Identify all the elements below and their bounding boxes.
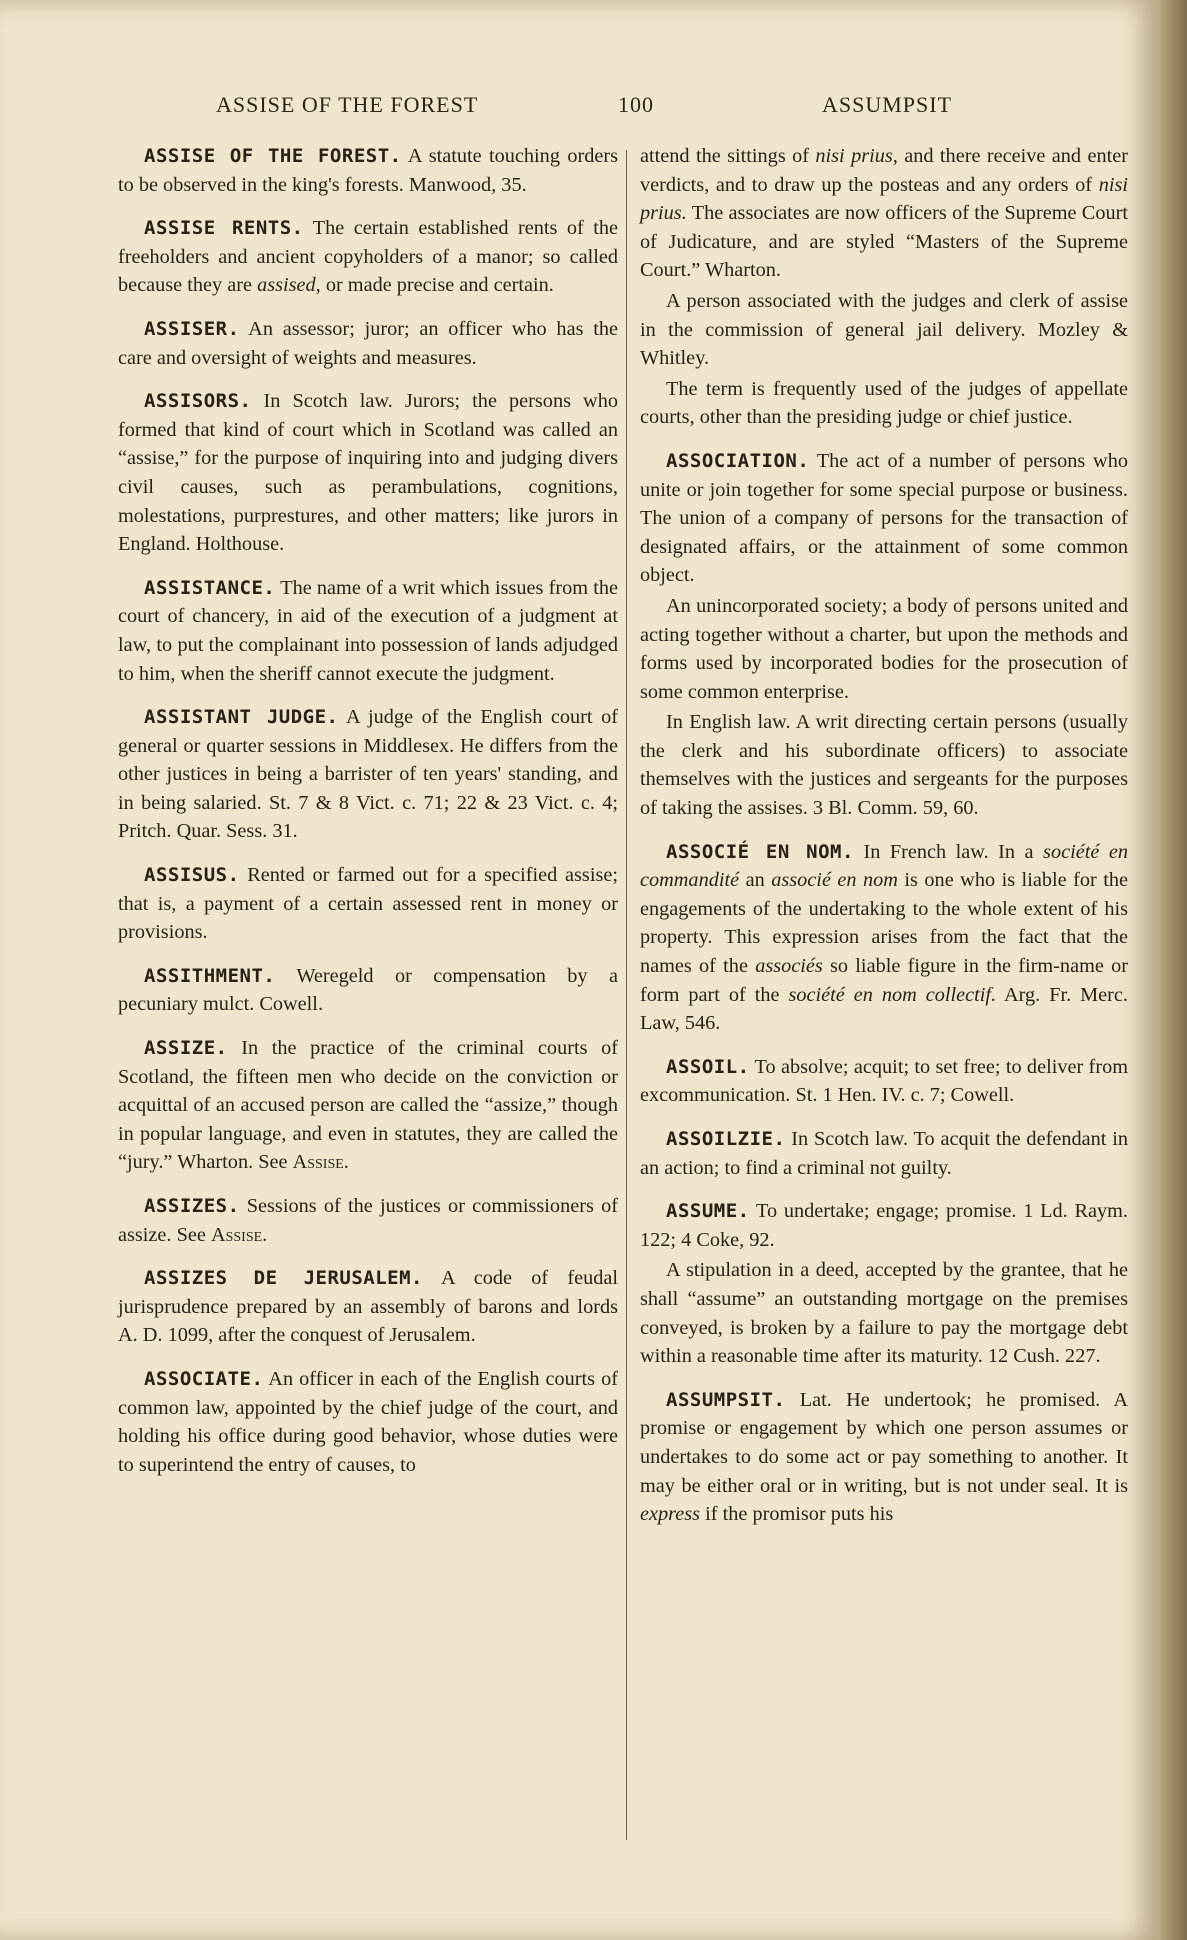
definition: In Scotch law. To acquit the defendant in an action; to find a criminal not guilty. <box>640 1128 1128 1179</box>
italic-term: assised, <box>257 274 321 297</box>
headword: ASSISUS. <box>144 864 240 887</box>
cross-reference: Assise. <box>292 1151 349 1174</box>
definition: To undertake; engage; promise. 1 Ld. Raym. 122; 4 Coke, 92. <box>640 1200 1128 1251</box>
headword: ASSUMPSIT. <box>666 1388 786 1411</box>
header-right-guideword: ASSUMPSIT <box>822 92 953 117</box>
definition: An assessor; juror; an officer who has the care and oversight of weights and measures. <box>118 317 619 369</box>
entry-assoilzie <box>640 1125 1128 1182</box>
italic-term: associé en nom <box>771 869 898 892</box>
text-run: is one who is liable for the engagements of the undertaking to the whole extent of his property. This expression arises from the fact that the names of the <box>640 869 1128 978</box>
entry-assizes-de-jerusalem <box>118 1264 618 1350</box>
definition: The act of a number of persons who unite or join together for some special purpose or business. The union of a company of persons for the transaction of designated affairs, or the attainment of some common object. <box>640 449 1128 587</box>
definition: In the practice of the criminal courts of Scotland, the fifteen men who decide on the conviction or acquittal of an accused person are called the “assize,” though in popular language, and even in statutes, they are called the “jury.” Wharton. See <box>118 1037 618 1174</box>
running-header <box>0 92 1160 124</box>
association-paragraph-3: In English law. A writ directing certain persons (usually the clerk and his subordinate officers) to associate themselves with the justices and sergeants for the purposes of taking the assises. 3 Bl. Comm. 59, 60. <box>640 711 1128 820</box>
entry-assisors <box>118 387 618 559</box>
headword: ASSUME. <box>666 1200 750 1223</box>
definition: Weregeld or compensation by a pecuniary mulct. Cowell. <box>118 964 618 1016</box>
entry-assiser <box>118 315 618 372</box>
headword: ASSITHMENT. <box>144 964 276 987</box>
italic-term: société en nom collectif. <box>788 983 997 1006</box>
italic-term: nisi prius, <box>815 145 898 167</box>
column-divider <box>626 150 627 1840</box>
text-run: so liable figure in the firm-name or form part of the <box>640 955 1128 1006</box>
association-paragraph-2: An unincorporated society; a body of persons united and acting together without a charter, but upon the methods and forms used by incorporated bodies for the prosecution of some common enterprise. <box>640 594 1128 703</box>
text-run: and there receive and enter verdicts, and to draw up the posteas and any orders of <box>640 145 1128 196</box>
definition: In Scotch law. Jurors; the persons who formed that kind of court which in Scotland was called an “assise,” for the purpose of inquiring into and judging divers civil causes, such as perambulations, cognitions, molestations, purprestures, and other matters; like jurors in England. Holthouse. <box>118 390 618 556</box>
headword: ASSOCIATION. <box>666 449 810 472</box>
header-left-guideword: ASSISE OF THE FOREST <box>216 92 479 117</box>
definition: A code of feudal jurisprudence prepared by an assembly of barons and lords A. D. 1099, after the conquest of Jerusalem. <box>118 1267 619 1347</box>
associate-paragraph-3: The term is frequently used of the judges of appellate courts, other than the presiding judge or chief justice. <box>640 377 1128 429</box>
headword: ASSIZES. <box>144 1195 240 1217</box>
associate-continuation <box>640 142 1128 285</box>
entry-assisus <box>118 861 618 947</box>
entry-assizes <box>118 1192 618 1249</box>
entry-assise-rents <box>118 214 618 300</box>
italic-term: société en commandité <box>640 840 1128 892</box>
entry-assize <box>118 1034 618 1177</box>
headword: ASSISE OF THE FOREST. <box>144 145 402 167</box>
entry-assume <box>640 1197 1128 1254</box>
italic-term: nisi prius. <box>640 173 1129 225</box>
entry-associe-en-nom <box>640 838 1128 1038</box>
headword: ASSISTANCE. <box>144 576 276 599</box>
definition: The name of a writ which issues from the court of chancery, in aid of the execution of a judgment at law, to put the complainant into possession of lands adjudged to him, when the sheriff cannot execute the judgment. <box>118 576 618 685</box>
definition: An officer in each of the English courts of common law, appointed by the chief judge of the court, and holding his office during good behavior, whose duties were to superintend the entry of causes, to <box>118 1367 618 1476</box>
italic-term: associés <box>755 955 823 978</box>
associate-paragraph-2: A person associated with the judges and clerk of assise in the commission of general jail delivery. Mozley & Whitley. <box>640 289 1128 370</box>
headword: ASSOILZIE. <box>666 1128 786 1150</box>
italic-term: express <box>640 1503 701 1526</box>
headword: ASSIZE. <box>144 1037 228 1060</box>
text-run: The associates are now officers of the Supreme Court of Judicature, and are styled “Masters of the Supreme Court.” Wharton. <box>640 202 1128 282</box>
page-number: 100 <box>618 92 654 117</box>
text-run: In French law. In a <box>863 840 1034 863</box>
assume-paragraph-2: A stipulation in a deed, accepted by the grantee, that he shall “assume” an outstanding mortgage on the premises conveyed, is broken by a failure to pay the mortgage debt within a reasonable time after its maturity. 12 Cush. 227. <box>640 1259 1128 1368</box>
definition: The certain established rents of the freeholders and ancient copyholders of a manor; so called because they are <box>118 217 618 297</box>
definition: To absolve; acquit; to set free; to deliver from excommunication. St. 1 Hen. IV. c. 7; Cowell. <box>640 1055 1128 1107</box>
headword: ASSOCIÉ EN NOM. <box>666 840 854 863</box>
entry-assoil <box>640 1053 1128 1110</box>
headword: ASSISTANT JUDGE. <box>144 706 339 729</box>
entry-association <box>640 447 1128 590</box>
definition: Sessions of the justices or commissioners of assize. See <box>118 1195 618 1246</box>
cross-reference: Assise. <box>210 1223 268 1246</box>
headword: ASSOIL. <box>666 1055 750 1078</box>
entry-assithment <box>118 962 618 1019</box>
headword: ASSOCIATE. <box>144 1367 264 1390</box>
definition: A statute touching orders to be observed in the king's forests. Manwood, 35. <box>118 145 618 196</box>
entry-assise-of-the-forest <box>118 142 618 199</box>
definition: A judge of the English court of general or quarter sessions in Middlesex. He differs from the other justices in being a barrister of ten years' standing, and in being salaried. St. 7 & 8 Vict. c. 71; 22 & 23 Vict. c. 4; Pritch. Quar. Sess. 31. <box>118 706 619 843</box>
headword: ASSIZES DE JERUSALEM. <box>144 1267 423 1290</box>
page-edge-shadow <box>1160 0 1187 1940</box>
text-run: if the promisor puts his <box>705 1503 894 1526</box>
headword: ASSISE RENTS. <box>144 217 304 240</box>
entry-assistant-judge <box>118 703 618 846</box>
definition-cont: or made precise and certain. <box>325 274 554 297</box>
headword: ASSISORS. <box>144 390 252 413</box>
text-run: Lat. He undertook; he promised. A promise or engagement by which one person assumes or undertakes to do some act or pay something to another. It may be either oral or in writing, but is not under seal. It is <box>640 1388 1128 1497</box>
text-run: attend the sittings of <box>640 145 809 167</box>
entry-assumpsit <box>640 1386 1128 1529</box>
left-column <box>118 142 618 1494</box>
entry-assistance <box>118 574 618 688</box>
right-column <box>640 142 1128 1544</box>
definition: Rented or farmed out for a specified assise; that is, a payment of a certain assessed rent in money or provisions. <box>118 864 618 944</box>
entry-associate <box>118 1365 618 1479</box>
headword: ASSISER. <box>144 317 240 340</box>
text-run: Arg. Fr. Merc. Law, 546. <box>640 983 1128 1035</box>
text-run: an <box>745 869 765 892</box>
